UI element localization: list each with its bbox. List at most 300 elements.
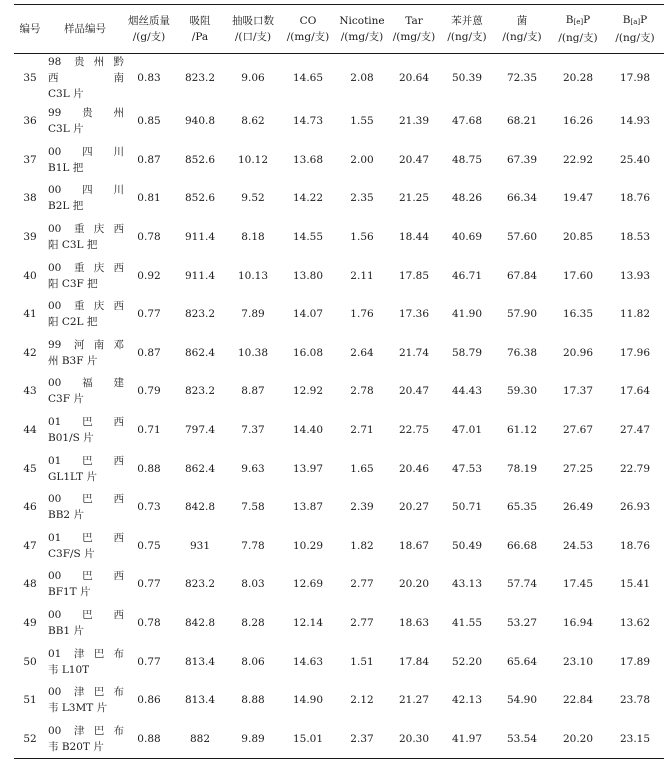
cell-sample — [46, 179, 124, 218]
table-header — [14, 5, 664, 54]
cell-co: 14.07 — [292, 308, 324, 321]
cell-id: 52 — [14, 720, 46, 759]
cell-resistance: 862.4 — [184, 462, 216, 475]
cell-chrysene: 61.12 — [506, 424, 538, 437]
cell-benzanthracene: 50.71 — [451, 501, 483, 514]
cell-tar: 20.30 — [388, 720, 440, 759]
cell-bap: 23.15 — [606, 720, 664, 759]
header-benzanthracene — [440, 5, 494, 54]
cell-chrysene: 65.64 — [506, 655, 538, 668]
sample-line: 州 B3F 片 — [48, 354, 98, 367]
cell-id: 35 — [23, 72, 37, 84]
sample-line: 01 巴 西 — [48, 531, 124, 544]
cell-sample — [46, 141, 124, 180]
cell-co: 12.69 — [292, 578, 324, 591]
cell-id: 37 — [23, 153, 37, 166]
cell-nicotine: 2.77 — [350, 617, 374, 630]
cell-sample — [46, 642, 124, 681]
table-row — [14, 372, 664, 411]
cell-benzanthracene: 47.68 — [451, 115, 483, 128]
header-puffs-label: 抽吸口数 — [232, 15, 274, 27]
cell-bep: 20.28 — [562, 72, 594, 84]
cell-bap: 13.93 — [619, 269, 651, 282]
cell-bep: 17.37 — [562, 385, 594, 398]
cell-benzanthracene: 46.71 — [451, 269, 483, 282]
header-tar-label: Tar — [405, 15, 423, 27]
cell-mass: 0.78 — [137, 231, 161, 244]
cell-puffs: 8.03 — [241, 578, 265, 591]
cell-puffs: 8.18 — [241, 231, 265, 244]
cell-chrysene: 54.90 — [506, 694, 538, 707]
cell-resistance: 911.4 — [184, 231, 216, 244]
cell-mass: 0.86 — [137, 694, 161, 707]
cell-co: 16.08 — [292, 346, 324, 359]
cell-bep: 26.49 — [562, 501, 594, 514]
cell-nicotine: 2.12 — [350, 694, 374, 707]
cell-mass: 0.71 — [137, 424, 161, 437]
cell-puffs: 8.88 — [241, 694, 265, 707]
cell-id: 51 — [23, 694, 37, 707]
cell-bep: 17.45 — [562, 578, 594, 591]
cell-sample — [46, 565, 124, 604]
sample-line: 01 巴 西 — [48, 454, 124, 467]
cell-bap: 18.53 — [619, 231, 651, 244]
cell-bap: 11.82 — [619, 308, 651, 321]
cell-resistance: 852.6 — [184, 192, 216, 205]
cell-bap: 13.62 — [619, 617, 651, 630]
cell-tar: 20.27 — [398, 501, 430, 514]
cell-mass: 0.88 — [137, 462, 161, 475]
cell-co: 12.14 — [292, 617, 324, 630]
sample-line: 00 重庆西 — [48, 261, 124, 274]
table-body — [14, 54, 664, 759]
cell-bap: 25.40 — [619, 153, 651, 166]
header-puffs-unit: /(口/支) — [234, 31, 272, 43]
sample-line: 00 巴 西 — [48, 570, 124, 583]
cell-id: 41 — [23, 308, 37, 321]
table-row — [14, 334, 664, 373]
header-benzanthracene-label: 苯并蒽 — [451, 15, 483, 27]
cell-resistance: 823.2 — [184, 385, 216, 398]
cell-resistance: 842.8 — [184, 501, 216, 514]
cell-tar: 21.25 — [398, 192, 430, 205]
cell-mass: 0.87 — [137, 346, 161, 359]
header-row — [14, 5, 664, 54]
sample-line: B2L 把 — [48, 200, 84, 213]
cell-mass: 0.78 — [137, 617, 161, 630]
cell-chrysene: 57.60 — [506, 231, 538, 244]
header-puffs — [226, 5, 280, 54]
sample-line: BB1 片 — [48, 625, 84, 638]
cell-nicotine: 2.08 — [350, 72, 374, 84]
header-mass-label: 烟丝质量 — [128, 15, 170, 27]
cell-benzanthracene: 50.39 — [451, 72, 483, 84]
cell-id: 42 — [23, 346, 37, 359]
cell-puffs: 9.06 — [241, 72, 265, 84]
cell-tar: 21.39 — [398, 115, 430, 128]
sample-line: GL1LT 片 — [48, 470, 97, 483]
header-mass — [124, 5, 174, 54]
cell-co: 13.97 — [292, 462, 324, 475]
cell-puffs: 10.38 — [237, 346, 269, 359]
cell-nicotine: 2.77 — [350, 578, 374, 591]
cell-mass: 0.88 — [124, 720, 174, 759]
cell-sample — [46, 54, 124, 103]
cell-nicotine: 1.65 — [350, 462, 374, 475]
cell-resistance: 813.4 — [184, 655, 216, 668]
table-row — [14, 411, 664, 450]
cell-benzanthracene: 48.26 — [451, 192, 483, 205]
sample-line: 00 四 川 — [48, 184, 124, 197]
sample-line: B01/S 片 — [48, 432, 94, 445]
sample-line: 阳 C2L 把 — [48, 316, 98, 329]
cell-bap: 15.41 — [619, 578, 651, 591]
cell-nicotine: 1.55 — [350, 115, 374, 128]
sample-line: 98 贵州黔 — [48, 56, 124, 68]
header-bep-letter: B — [565, 14, 574, 26]
header-bep-tail: P — [583, 14, 591, 26]
cell-puffs: 9.89 — [226, 720, 280, 759]
table-row — [14, 141, 664, 180]
cell-chrysene: 76.38 — [506, 346, 538, 359]
cell-mass: 0.81 — [137, 192, 161, 205]
cell-co: 14.65 — [292, 72, 324, 84]
header-bap-letter: B — [622, 14, 631, 26]
cell-bap: 17.64 — [619, 385, 651, 398]
cell-chrysene: 68.21 — [506, 115, 538, 128]
cell-benzanthracene: 47.53 — [451, 462, 483, 475]
sample-line: C3F/S 片 — [48, 547, 95, 560]
sample-line: 01 巴 西 — [48, 416, 124, 429]
sample-line: C3L 片 — [48, 123, 84, 136]
cell-puffs: 8.28 — [241, 617, 265, 630]
header-co-unit: /(mg/支) — [286, 31, 330, 43]
sample-line: C3L 片 — [48, 88, 84, 100]
header-bep-unit: /(ng/支) — [558, 32, 598, 44]
cell-benzanthracene: 50.49 — [451, 539, 483, 552]
header-resistance-unit: /Pa — [191, 31, 209, 43]
sample-line: 00 重庆西 — [48, 223, 124, 236]
header-tar-unit: /(mg/支) — [392, 31, 436, 43]
cell-id: 46 — [23, 501, 37, 514]
cell-bep: 22.84 — [562, 694, 594, 707]
cell-benzanthracene: 43.13 — [451, 578, 483, 591]
cell-puffs: 8.06 — [241, 655, 265, 668]
header-co-label: CO — [299, 15, 317, 27]
cell-co: 13.80 — [292, 269, 324, 282]
cell-id: 50 — [23, 655, 37, 668]
table-row — [14, 179, 664, 218]
cell-resistance: 862.4 — [184, 346, 216, 359]
cell-co: 14.90 — [292, 694, 324, 707]
cell-bap: 23.78 — [619, 694, 651, 707]
cell-bep: 20.85 — [562, 231, 594, 244]
cell-resistance: 931 — [189, 539, 211, 552]
cell-nicotine: 2.35 — [350, 192, 374, 205]
cell-tar: 17.85 — [398, 269, 430, 282]
cell-nicotine: 2.37 — [336, 720, 388, 759]
cell-bep: 20.96 — [562, 346, 594, 359]
cell-bap: 17.96 — [619, 346, 651, 359]
cell-chrysene: 59.30 — [506, 385, 538, 398]
cell-mass: 0.83 — [137, 72, 161, 84]
cell-bep: 16.26 — [562, 115, 594, 128]
cell-id: 40 — [23, 269, 37, 282]
cell-bap: 17.89 — [619, 655, 651, 668]
sample-line: 00 津巴布 — [48, 724, 124, 737]
sample-line: 01 津巴布 — [48, 647, 124, 660]
table-row — [14, 681, 664, 720]
table-row — [14, 604, 664, 643]
sample-line: 韦 L3MT 片 — [48, 702, 108, 715]
sample-line: 阳 C3L 把 — [48, 239, 98, 252]
header-bap-label — [606, 12, 664, 30]
cell-co: 14.55 — [292, 231, 324, 244]
cell-co: 14.63 — [292, 655, 324, 668]
table-row — [14, 720, 664, 759]
cell-puffs: 7.58 — [241, 501, 265, 514]
cell-co: 13.68 — [292, 153, 324, 166]
cell-id: 45 — [23, 462, 37, 475]
header-bep-subscript: [e] — [573, 18, 584, 26]
cell-id: 49 — [23, 617, 37, 630]
cell-benzanthracene: 41.90 — [451, 308, 483, 321]
table-row — [14, 102, 664, 141]
cell-sample — [46, 527, 124, 566]
cell-resistance: 823.2 — [184, 308, 216, 321]
cell-mass: 0.85 — [137, 115, 161, 128]
cell-resistance: 823.2 — [184, 578, 216, 591]
cell-tar: 21.27 — [398, 694, 430, 707]
cell-benzanthracene: 41.97 — [440, 720, 494, 759]
cell-bap: 22.79 — [619, 462, 651, 475]
cell-tar: 20.47 — [398, 153, 430, 166]
header-benzanthracene-unit: /(ng/支) — [447, 31, 487, 43]
cell-bep: 27.67 — [562, 424, 594, 437]
cell-nicotine: 2.71 — [350, 424, 374, 437]
cell-benzanthracene: 47.01 — [451, 424, 483, 437]
sample-line: B1L 把 — [48, 161, 84, 174]
header-sample — [46, 5, 124, 54]
sample-line: C3F 片 — [48, 393, 84, 406]
cell-bap: 17.98 — [619, 72, 651, 84]
cell-mass: 0.87 — [137, 153, 161, 166]
cell-puffs: 8.87 — [241, 385, 265, 398]
header-bap-unit: /(ng/支) — [615, 32, 655, 44]
cell-nicotine: 1.56 — [350, 231, 374, 244]
cell-tar: 18.67 — [398, 539, 430, 552]
cell-chrysene: 66.68 — [506, 539, 538, 552]
cell-nicotine: 2.78 — [350, 385, 374, 398]
header-bap-subscript: [a] — [630, 18, 641, 26]
header-bap — [606, 5, 664, 54]
cell-mass: 0.92 — [137, 269, 161, 282]
table-row — [14, 527, 664, 566]
cell-benzanthracene: 52.20 — [451, 655, 483, 668]
cell-tar: 18.63 — [398, 617, 430, 630]
cell-nicotine: 2.64 — [350, 346, 374, 359]
cell-sample — [46, 295, 124, 334]
cell-chrysene: 53.27 — [506, 617, 538, 630]
sample-line: 阳 C3F 把 — [48, 277, 98, 290]
cell-sample — [46, 488, 124, 527]
header-resistance — [174, 5, 226, 54]
cell-bep: 27.25 — [562, 462, 594, 475]
cell-chrysene: 78.19 — [506, 462, 538, 475]
cell-mass: 0.79 — [137, 385, 161, 398]
cell-co: 13.87 — [292, 501, 324, 514]
cell-sample — [46, 604, 124, 643]
cell-tar: 17.84 — [398, 655, 430, 668]
cell-puffs: 9.63 — [241, 462, 265, 475]
cell-co: 14.22 — [292, 192, 324, 205]
data-table — [14, 4, 664, 759]
cell-sample — [46, 372, 124, 411]
cell-tar: 20.46 — [398, 462, 430, 475]
header-co — [280, 5, 336, 54]
cell-chrysene: 72.35 — [506, 72, 538, 84]
cell-bep: 16.94 — [562, 617, 594, 630]
cell-mass: 0.77 — [137, 308, 161, 321]
sample-line: 00 巴 西 — [48, 493, 124, 506]
table-row — [14, 54, 664, 103]
table-row — [14, 642, 664, 681]
cell-tar: 18.44 — [398, 231, 430, 244]
cell-co: 14.40 — [292, 424, 324, 437]
cell-resistance: 813.4 — [184, 694, 216, 707]
cell-id: 48 — [23, 578, 37, 591]
cell-id: 44 — [23, 424, 37, 437]
cell-tar: 20.64 — [398, 72, 430, 84]
cell-bep: 16.35 — [562, 308, 594, 321]
cell-nicotine: 2.39 — [350, 501, 374, 514]
sample-line: BB2 片 — [48, 509, 84, 522]
header-chrysene-unit: /(ng/支) — [502, 31, 542, 43]
cell-id: 36 — [23, 115, 37, 128]
header-bep-label — [550, 12, 606, 30]
cell-mass: 0.77 — [137, 655, 161, 668]
header-id — [14, 5, 46, 54]
cell-sample — [46, 218, 124, 257]
sample-line: 00 四 川 — [48, 145, 124, 158]
cell-resistance: 823.2 — [184, 72, 216, 84]
cell-sample — [46, 411, 124, 450]
header-bap-tail: P — [640, 14, 648, 26]
cell-bep: 17.60 — [562, 269, 594, 282]
cell-puffs: 10.13 — [237, 269, 269, 282]
cell-id: 47 — [23, 539, 37, 552]
cell-chrysene: 57.74 — [506, 578, 538, 591]
cell-bap: 27.47 — [619, 424, 651, 437]
sample-line: 00 福 建 — [48, 377, 124, 390]
cell-chrysene: 57.90 — [506, 308, 538, 321]
cell-mass: 0.75 — [137, 539, 161, 552]
cell-puffs: 7.89 — [241, 308, 265, 321]
header-nicotine-unit: /(mg/支) — [340, 31, 384, 43]
cell-bap: 18.76 — [619, 539, 651, 552]
cell-bep: 20.20 — [550, 720, 606, 759]
cell-puffs: 10.12 — [237, 153, 269, 166]
header-bep — [550, 5, 606, 54]
cell-sample — [46, 334, 124, 373]
cell-resistance: 852.6 — [184, 153, 216, 166]
cell-nicotine: 2.00 — [350, 153, 374, 166]
cell-tar: 22.75 — [398, 424, 430, 437]
cell-puffs: 8.62 — [241, 115, 265, 128]
cell-sample — [46, 449, 124, 488]
cell-bep: 24.53 — [562, 539, 594, 552]
table-row — [14, 565, 664, 604]
header-sample-label: 样品编号 — [64, 23, 106, 35]
cell-nicotine: 1.51 — [350, 655, 374, 668]
sample-line: 西 南 — [48, 72, 124, 84]
cell-co: 12.92 — [292, 385, 324, 398]
cell-nicotine: 1.76 — [350, 308, 374, 321]
sample-line: BF1T 片 — [48, 586, 91, 599]
table-row — [14, 256, 664, 295]
cell-resistance: 940.8 — [184, 115, 216, 128]
cell-nicotine: 2.11 — [350, 269, 374, 282]
cell-sample — [46, 720, 124, 759]
cell-nicotine: 1.82 — [350, 539, 374, 552]
cell-puffs: 7.78 — [241, 539, 265, 552]
cell-puffs: 9.52 — [241, 192, 265, 205]
cell-bap: 26.93 — [619, 501, 651, 514]
cell-benzanthracene: 40.69 — [451, 231, 483, 244]
cell-resistance: 797.4 — [184, 424, 216, 437]
cell-chrysene: 53.54 — [494, 720, 550, 759]
sample-line: 韦 B20T 片 — [48, 740, 104, 753]
cell-id: 39 — [23, 231, 37, 244]
table-row — [14, 218, 664, 257]
cell-bep: 19.47 — [562, 192, 594, 205]
sample-line: 99 贵 州 — [48, 107, 124, 120]
cell-puffs: 7.37 — [241, 424, 265, 437]
cell-tar: 20.20 — [398, 578, 430, 591]
table-row — [14, 295, 664, 334]
cell-chrysene: 67.39 — [506, 153, 538, 166]
cell-co: 15.01 — [280, 720, 336, 759]
cell-mass: 0.77 — [137, 578, 161, 591]
cell-benzanthracene: 44.43 — [451, 385, 483, 398]
sample-line: 00 重庆西 — [48, 300, 124, 313]
header-nicotine — [336, 5, 388, 54]
header-resistance-label: 吸阻 — [189, 15, 211, 27]
table-row — [14, 488, 664, 527]
cell-id: 43 — [23, 385, 37, 398]
cell-benzanthracene: 41.55 — [451, 617, 483, 630]
cell-mass: 0.73 — [137, 501, 161, 514]
cell-sample — [46, 102, 124, 141]
cell-co: 10.29 — [292, 539, 324, 552]
cell-benzanthracene: 58.79 — [451, 346, 483, 359]
cell-co: 14.73 — [292, 115, 324, 128]
cell-bap: 14.93 — [619, 115, 651, 128]
sample-line: 99 河南邓 — [48, 338, 124, 351]
cell-tar: 20.47 — [398, 385, 430, 398]
cell-chrysene: 65.35 — [506, 501, 538, 514]
cell-resistance: 911.4 — [184, 269, 216, 282]
cell-tar: 21.74 — [398, 346, 430, 359]
cell-tar: 17.36 — [398, 308, 430, 321]
header-nicotine-label: Nicotine — [339, 15, 385, 27]
sample-line: 00 津巴布 — [48, 686, 124, 699]
cell-bap: 18.76 — [619, 192, 651, 205]
cell-benzanthracene: 48.75 — [451, 153, 483, 166]
cell-bep: 23.10 — [562, 655, 594, 668]
header-chrysene-label: 菌 — [516, 15, 528, 27]
sample-line: 00 巴 西 — [48, 609, 124, 622]
